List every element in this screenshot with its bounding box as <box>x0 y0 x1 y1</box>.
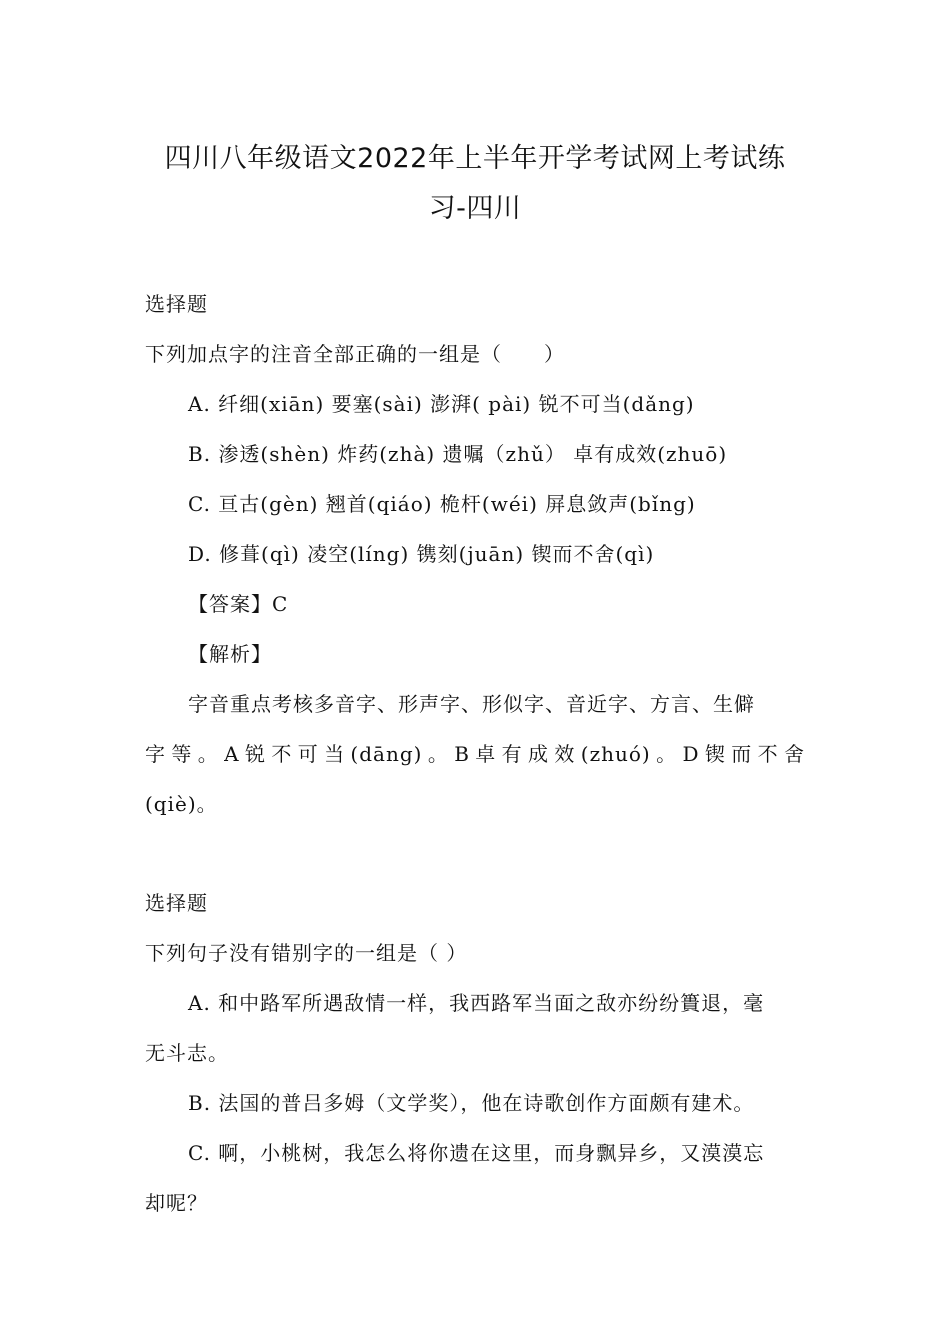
option-b: B. 渗透(shèn) 炸药(zhà) 遗嘱（zhǔ） 卓有成效(zhuō) <box>188 442 728 466</box>
option-c-line2: 却呢？ <box>145 1191 208 1215</box>
option-b: B. 法国的普吕多姆（文学奖），他在诗歌创作方面颇有建术。 <box>188 1091 755 1115</box>
analysis-text-line2: 字等。A锐不可当(dāng)。B卓有成效(zhuó)。D锲而不舍 <box>145 742 805 766</box>
question-type-label: 选择题 <box>145 891 208 915</box>
question-stem: 下列加点字的注音全部正确的一组是（ ） <box>145 342 565 366</box>
analysis-text-line1: 字音重点考核多音字、形声字、形似字、音近字、方言、生僻 <box>188 692 755 716</box>
analysis-text-line3: (qiè)。 <box>145 792 218 816</box>
question-stem: 下列句子没有错别字的一组是（ ） <box>145 941 468 965</box>
option-a: A. 纤细(xiān) 要塞(sài) 澎湃( pài) 锐不可当(dǎng) <box>188 392 695 416</box>
document-title-line1: 四川八年级语文2022年上半年开学考试网上考试练 <box>164 143 786 174</box>
option-c: C. 亘古(gèn) 翘首(qiáo) 桅杆(wéi) 屏息敛声(bǐng) <box>188 492 696 516</box>
analysis-label: 【解析】 <box>188 642 272 666</box>
document-title-line2: 习-四川 <box>428 193 522 224</box>
option-d: D. 修葺(qì) 凌空(líng) 镌刻(juān) 锲而不舍(qì) <box>188 542 655 566</box>
option-c-line1: C. 啊，小桃树，我怎么将你遗在这里，而身飘异乡，又漠漠忘 <box>188 1141 765 1165</box>
option-a-line1: A. 和中路军所遇敌情一样，我西路军当面之敌亦纷纷簣退，毫 <box>188 991 765 1015</box>
answer-label: 【答案】C <box>188 592 289 616</box>
option-a-line2: 无斗志。 <box>145 1041 229 1065</box>
question-type-label: 选择题 <box>145 292 208 316</box>
